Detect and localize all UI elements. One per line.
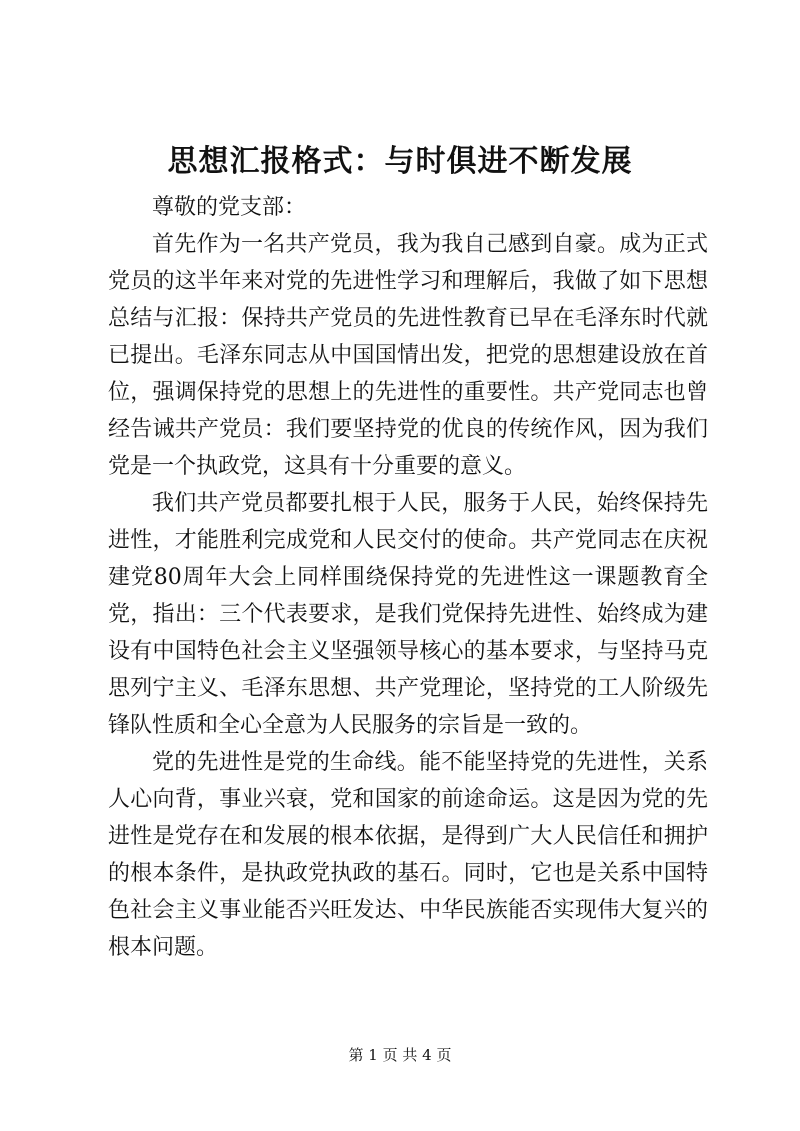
paragraph-2: 我们共产党员都要扎根于人民，服务于人民，始终保持先进性，才能胜利完成党和人民交付的使命。共产党同志在庆祝建党80周年大会上同样围绕保持党的先进性这一课题教育全党，指出：三个代表要求，是我们党保持先进性、始终成为建设有中国特色社会主义坚强领导核心的基本要求，与坚持马克思列宁主义、毛泽东思想、共产党理论，坚持党的工人阶级先锋队性质和全心全意为人民服务的宗旨是一致的。 <box>108 491 708 738</box>
document-title: 思想汇报格式：与时俱进不断发展 <box>167 144 633 179</box>
paragraph-3: 党的先进性是党的生命线。能不能坚持党的先进性，关系人心向背，事业兴衰，党和国家的前途命运。这是因为党的先进性是党存在和发展的根本依据，是得到广大人民信任和拥护的根本条件，是执政党执政的基石。同时，它也是关系中国特色社会主义事业能否兴旺发达、中华民族能否实现伟大复兴的根本问题。 <box>108 750 708 960</box>
page-indicator: 第 1 页 共 4 页 <box>348 1046 452 1064</box>
salutation: 尊敬的党支部： <box>152 195 307 220</box>
paragraph-1: 首先作为一名共产党员，我为我自己感到自豪。成为正式党员的这半年来对党的先进性学习和理解后，我做了如下思想总结与汇报：保持共产党员的先进性教育已早在毛泽东时代就已提出。毛泽东同志从中国国情出发，把党的思想建设放在首位，强调保持党的思想上的先进性的重要性。共产党同志也曾经告诫共产党员：我们要坚持党的优良的传统作风，因为我们党是一个执政党，这具有十分重要的意义。 <box>108 232 708 479</box>
document-body <box>108 189 708 966</box>
